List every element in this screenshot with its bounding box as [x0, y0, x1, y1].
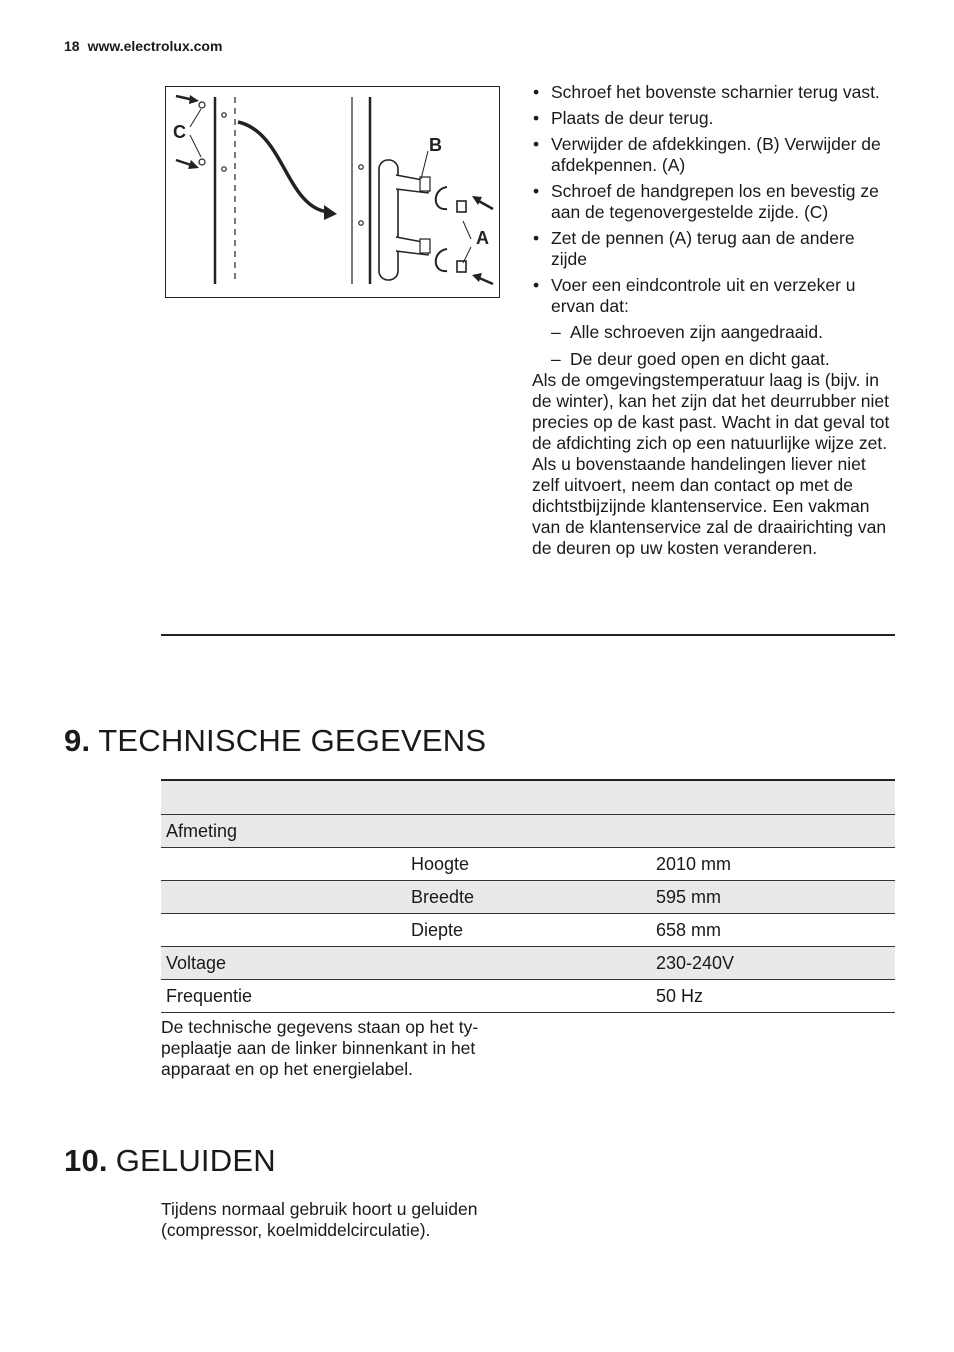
section-title: GELUIDEN — [115, 1143, 276, 1178]
section-divider — [161, 634, 895, 636]
table-cell: 595 mm — [651, 881, 895, 914]
check-item: – Alle schroeven zijn aangedraaid. — [532, 322, 892, 343]
table-cell: 658 mm — [651, 914, 895, 947]
section-title: TECHNISCHE GEGEVENS — [98, 723, 487, 758]
table-cell: 230-240V — [651, 947, 895, 980]
table-cell: Hoogte — [406, 848, 651, 881]
note-paragraph: Als de omgevingstemperatuur laag is (bijv. in de winter), kan het zijn dat het deurrubber niet precies op de kast past. Wacht in dat geval tot de afdichting zich op een natuurlijke wijze zet. — [532, 370, 890, 453]
table-row — [161, 947, 895, 980]
list-item: • Schroef het bovenste scharnier terug vast. — [532, 82, 892, 103]
table-cell: 50 Hz — [651, 980, 895, 1013]
table-cell — [406, 947, 651, 980]
list-item: • Schroef de handgrepen los en bevestig ze aan de tegenovergestelde zijde. (C) — [532, 181, 892, 223]
table-cell — [161, 780, 406, 815]
technical-data-table — [161, 779, 895, 1013]
table-cell — [161, 914, 406, 947]
list-item: • Voer een eindcontrole uit en verzeker u ervan dat: — [532, 275, 892, 317]
label-b: B — [429, 135, 442, 155]
table-cell — [161, 848, 406, 881]
table-cell — [651, 780, 895, 815]
table-cell: Breedte — [406, 881, 651, 914]
instructions-column — [532, 82, 892, 559]
table-cell — [161, 881, 406, 914]
table-cell: 2010 mm — [651, 848, 895, 881]
section-heading-technical — [64, 723, 486, 759]
table-row — [161, 815, 895, 848]
table-cell — [406, 780, 651, 815]
table-cell: Voltage — [161, 947, 406, 980]
table-cell: Afmeting — [161, 815, 406, 848]
website-url: www.electrolux.com — [87, 38, 223, 54]
table-cell — [651, 815, 895, 848]
table-row — [161, 881, 895, 914]
table-cell — [406, 815, 651, 848]
table-row — [161, 980, 895, 1013]
note-paragraph: Als u bovenstaande handelingen liever niet zelf uitvoert, neem dan contact op met de dichtstbijzijnde klantenservice. Een vakman van de klantenservice zal de draairichting van de deuren op uw kosten veranderen. — [532, 454, 887, 558]
label-a: A — [476, 228, 489, 248]
label-c: C — [173, 122, 186, 142]
steps-list — [532, 82, 892, 370]
section-number: 9. — [64, 723, 91, 758]
table-row — [161, 914, 895, 947]
table-cell: Diepte — [406, 914, 651, 947]
table-cell — [406, 980, 651, 1013]
check-item: – De deur goed open en dicht gaat. — [532, 349, 892, 370]
sounds-paragraph: Tijdens normaal gebruik hoort u geluiden (compressor, koelmiddelcirculatie). — [161, 1199, 478, 1240]
table-cell: Frequentie — [161, 980, 406, 1013]
list-item: • Verwijder de afdekkingen. (B) Verwijder de afdekpennen. (A) — [532, 134, 892, 176]
door-reversal-illustration — [165, 86, 500, 298]
section-number: 10. — [64, 1143, 108, 1178]
table-row — [161, 848, 895, 881]
table-header-row — [161, 780, 895, 815]
page-number: 18 — [64, 38, 80, 54]
page-header — [64, 38, 222, 54]
section-heading-sounds — [64, 1143, 276, 1179]
list-item: • Zet de pennen (A) terug aan de andere zijde — [532, 228, 892, 270]
technical-note: De technische gegevens staan op het typeplaatje aan de linker binnenkant in het apparaat en op het energielabel. — [161, 1017, 479, 1079]
list-item: • Plaats de deur terug. — [532, 108, 892, 129]
